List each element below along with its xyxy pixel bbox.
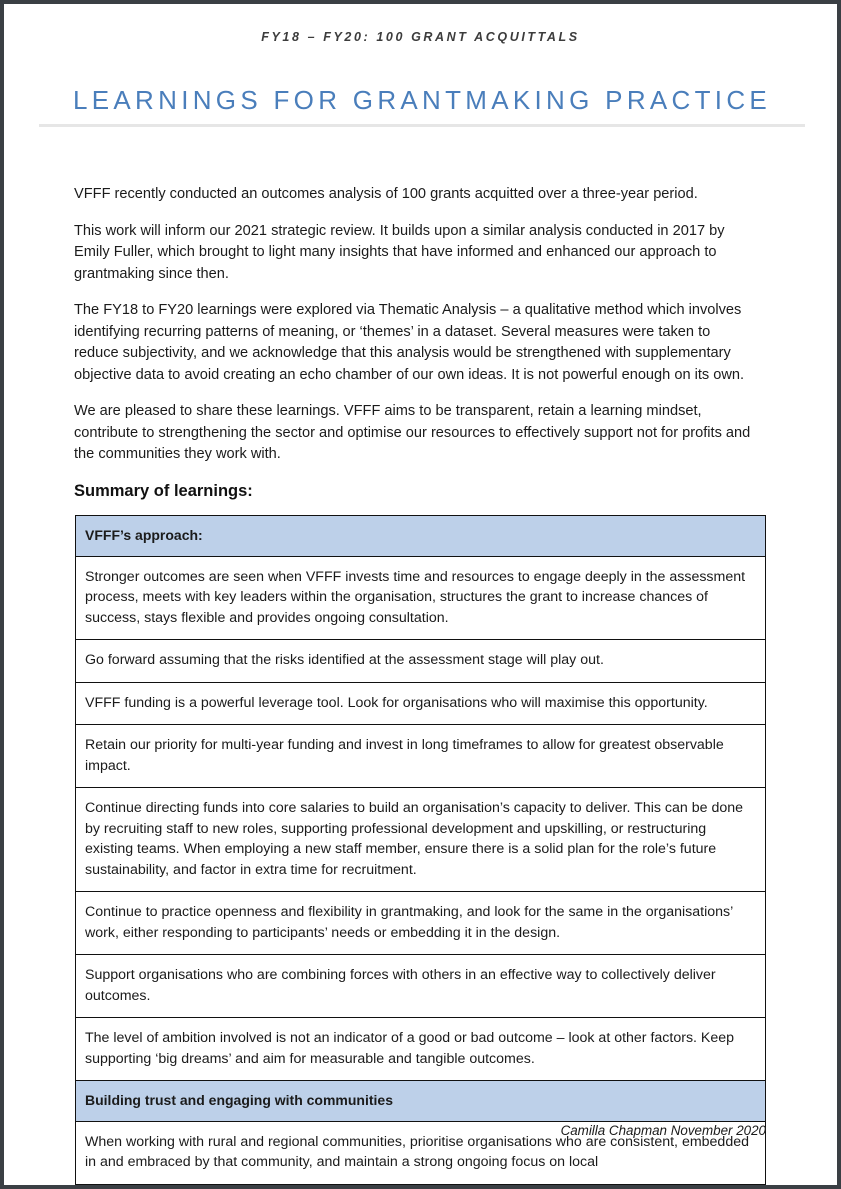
intro-body: [74, 184, 757, 481]
learnings-table: [75, 515, 766, 1185]
title-divider: [39, 124, 805, 127]
table-cell: Retain our priority for multi-year funding and invest in long timeframes to allow for greatest observable impact.: [76, 725, 766, 788]
page-content: [4, 4, 837, 1185]
table-cell: When working with rural and regional communities, prioritise organisations who are consistent, embedded in and embraced by that community, and maintain a strong ongoing focus on local: [76, 1121, 766, 1184]
page-title: LEARNINGS FOR GRANTMAKING PRACTICE: [73, 85, 772, 115]
intro-paragraph: The FY18 to FY20 learnings were explored via Thematic Analysis – a qualitative method which involves identifying recurring patterns of meaning, or ‘themes’ in a dataset. Several measures were taken to reduce subjectivity, and we acknowledge that this analysis would be strengthened with supplementary objective data to avoid creating an echo chamber of our own ideas. It is not powerful enough on its own.: [74, 302, 745, 383]
table-cell: Continue directing funds into core salaries to build an organisation’s capacity to deliver. This can be done by recruiting staff to new roles, supporting professional development and upskilling, or restructuring existing teams. When employing a new staff member, ensure there is a solid plan for the role’s future sustainability, and factor in extra time for recruitment.: [76, 788, 766, 892]
summary-heading: Summary of learnings:: [74, 482, 253, 500]
table-cell: VFFF funding is a powerful leverage tool. Look for organisations who will maximise this opportunity.: [76, 682, 766, 725]
table-section-header-row: [76, 516, 766, 557]
table-cell: Go forward assuming that the risks identified at the assessment stage will play out.: [76, 640, 766, 683]
table-row: [76, 788, 766, 892]
table-row: [76, 955, 766, 1018]
table-row: [76, 892, 766, 955]
intro-paragraph: This work will inform our 2021 strategic review. It builds upon a similar analysis conducted in 2017 by Emily Fuller, which brought to light many insights that have informed and enhanced our approach to grantmaking since then.: [74, 222, 725, 282]
table-cell: Stronger outcomes are seen when VFFF invests time and resources to engage deeply in the assessment process, meets with key leaders within the organisation, structures the grant to increase chances of success, stays flexible and provides ongoing consultation.: [76, 556, 766, 640]
table-row: [76, 556, 766, 640]
table-section-header-cell: VFFF’s approach:: [76, 516, 766, 557]
table-row: [76, 1018, 766, 1081]
table-section-header-cell: Building trust and engaging with communities: [76, 1081, 766, 1122]
table-row: [76, 682, 766, 725]
intro-paragraph: VFFF recently conducted an outcomes analysis of 100 grants acquitted over a three-year period.: [74, 186, 698, 202]
footer-attribution: Camilla Chapman November 2020: [560, 1123, 766, 1138]
table-row: [76, 725, 766, 788]
table-cell: Support organisations who are combining forces with others in an effective way to collectively deliver outcomes.: [76, 955, 766, 1018]
table-cell: The level of ambition involved is not an indicator of a good or bad outcome – look at other factors. Keep supporting ‘big dreams’ and aim for measurable and tangible outcomes.: [76, 1018, 766, 1081]
table-section-header-row: [76, 1081, 766, 1122]
table-row: [76, 640, 766, 683]
intro-paragraph: We are pleased to share these learnings. VFFF aims to be transparent, retain a learning mindset, contribute to strengthening the sector and optimise our resources to effectively support not for profits and the communities they work with.: [74, 403, 751, 462]
running-head: FY18 – FY20: 100 GRANT ACQUITTALS: [261, 30, 580, 44]
table-cell: Continue to practice openness and flexibility in grantmaking, and look for the same in the organisations’ work, either responding to participants’ needs or embedding it in the design.: [76, 892, 766, 955]
learnings-table-body: [76, 516, 766, 1185]
